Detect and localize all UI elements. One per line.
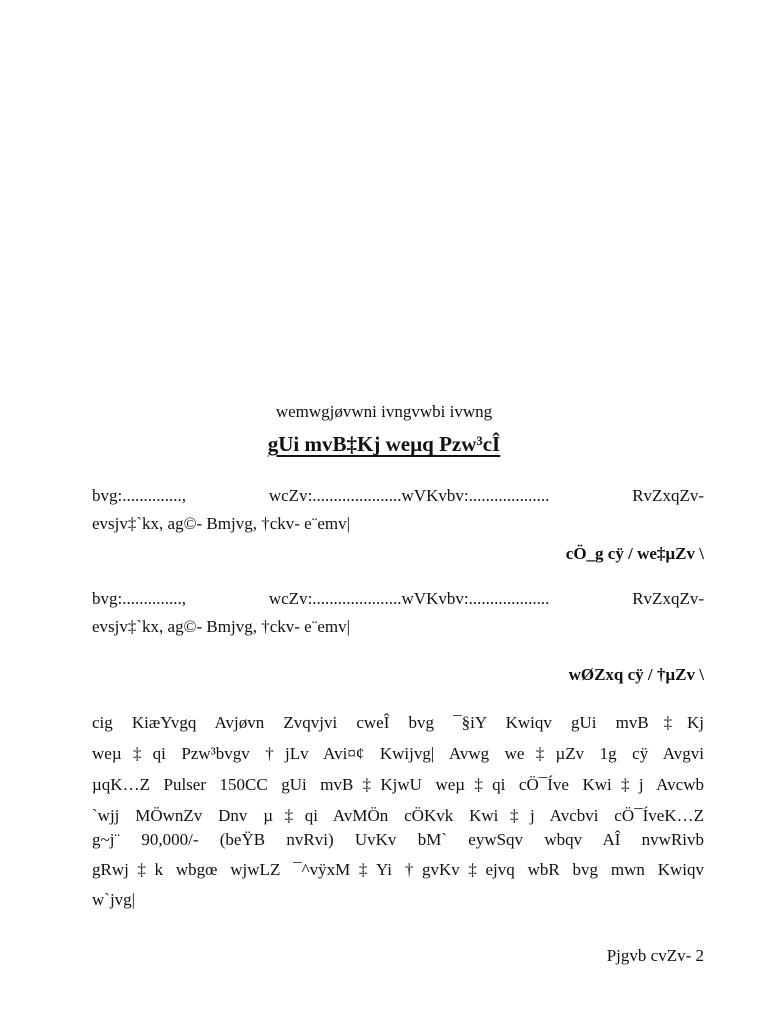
body-line: µqK…Z Pulser 150CC gUi mvB‡KjwU weµ‡qi cÖ¯Íve Kwi‡j Avcwb [92,775,704,794]
party1-name-field: bvg:.............., [92,486,186,505]
party1-details: evsjv‡`kx, ag©- Bmjvg, †ckv- e¨emv| [92,514,351,533]
body-line: gRwj‡k wbgœ wjwLZ ¯^vÿxM‡Yi †gvKv‡ejvq wbR bvg mwn Kwiqv [92,860,704,879]
body-line: weµ‡qi Pzw³bvgv †jLv Avi¤¢ Kwijvg| Avwg we‡µZv 1g cÿ Avgvi [92,744,704,763]
party1-nationality-field: RvZxqZv- [632,486,704,505]
document-title: gUi mvB‡Kj weµq Pzw³cÎ [267,432,501,456]
party2-details: evsjv‡`kx, ag©- Bmjvg, †ckv- e¨emv| [92,617,351,636]
body-line: g~j¨ 90,000/- (beŸB nvRvi) UvKv bM` eywSqv wbqv AÎ nvwRivb [92,830,704,849]
party1-father-address-field: wcZv:.....................wVKvbv:................... [268,486,550,505]
body-line: cig KiæYvgq Avjøvn Zvqvjvi cweÎ bvg ¯§iY Kwiqv gUi mvB‡Kj [92,713,704,732]
party2-name-field: bvg:.............., [92,589,186,608]
party2-info-row [92,589,704,609]
body-line: `wjj MÖwnZv Dnv µ‡qi AvMÖn cÖKvk Kwi‡j Avcbvi cÖ¯ÍveK…Z [92,806,704,825]
party2-father-address-field: wcZv:.....................wVKvbv:................... [268,589,550,608]
party2-nationality-field: RvZxqZv- [632,589,704,608]
party1-role: cÖ_g cÿ / we‡µZv \ [565,544,704,563]
page-footer: Pjgvb cvZv- 2 [606,946,704,965]
party1-info-row [92,486,704,506]
party2-role: wØZxq cÿ / †µZv \ [568,665,704,684]
body-line: w`jvg| [92,890,136,909]
document-header: wemwgjøvwni ivngvwbi ivwng [275,402,493,421]
